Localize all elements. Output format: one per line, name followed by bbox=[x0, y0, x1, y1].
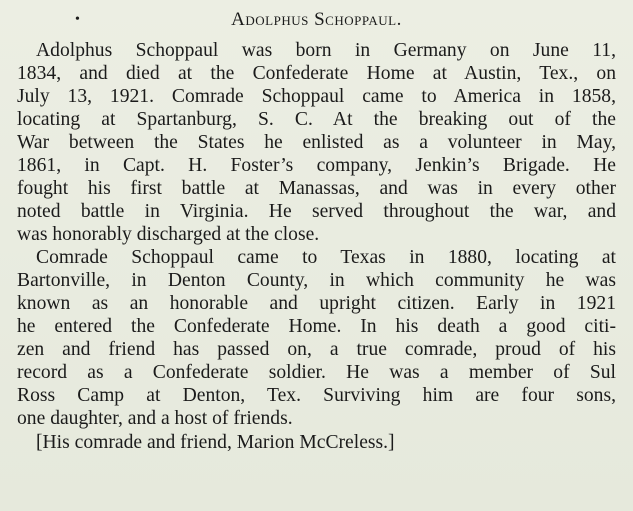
text-line: Comrade Schoppaul came to Texas in 1880, locating at bbox=[36, 247, 616, 268]
bullet-mark: • bbox=[75, 12, 80, 27]
text-line: Bartonville, in Denton County, in which community he was bbox=[17, 270, 616, 291]
text-line: noted battle in Virginia. He served throughout the war, and bbox=[17, 201, 616, 222]
article-title: Adolphus Schoppaul. bbox=[231, 9, 402, 30]
text-line: War between the States he enlisted as a volunteer in May, bbox=[17, 132, 616, 153]
text-line: one daughter, and a host of friends. bbox=[17, 408, 293, 429]
text-line: known as an honorable and upright citizen. Early in 1921 bbox=[17, 293, 616, 314]
text-line: 1834, and died at the Confederate Home at Austin, Tex., on bbox=[17, 63, 616, 84]
text-line: he entered the Confederate Home. In his death a good citi- bbox=[17, 316, 616, 337]
text-line: Ross Camp at Denton, Tex. Surviving him are four sons, bbox=[17, 385, 616, 406]
text-line: July 13, 1921. Comrade Schoppaul came to America in 1858, bbox=[17, 86, 616, 107]
text-line: 1861, in Capt. H. Foster’s company, Jenkin’s Brigade. He bbox=[17, 155, 616, 176]
text-line: locating at Spartanburg, S. C. At the breaking out of the bbox=[17, 109, 616, 130]
text-line: record as a Confederate soldier. He was a member of Sul bbox=[17, 362, 616, 383]
text-line: was honorably discharged at the close. bbox=[17, 224, 320, 245]
signature-line: [His comrade and friend, Marion McCreless.] bbox=[36, 432, 395, 453]
text-line: fought his first battle at Manassas, and was in every other bbox=[17, 178, 616, 199]
text-line: Adolphus Schoppaul was born in Germany on June 11, bbox=[36, 40, 616, 61]
text-line: zen and friend has passed on, a true comrade, proud of his bbox=[17, 339, 616, 360]
